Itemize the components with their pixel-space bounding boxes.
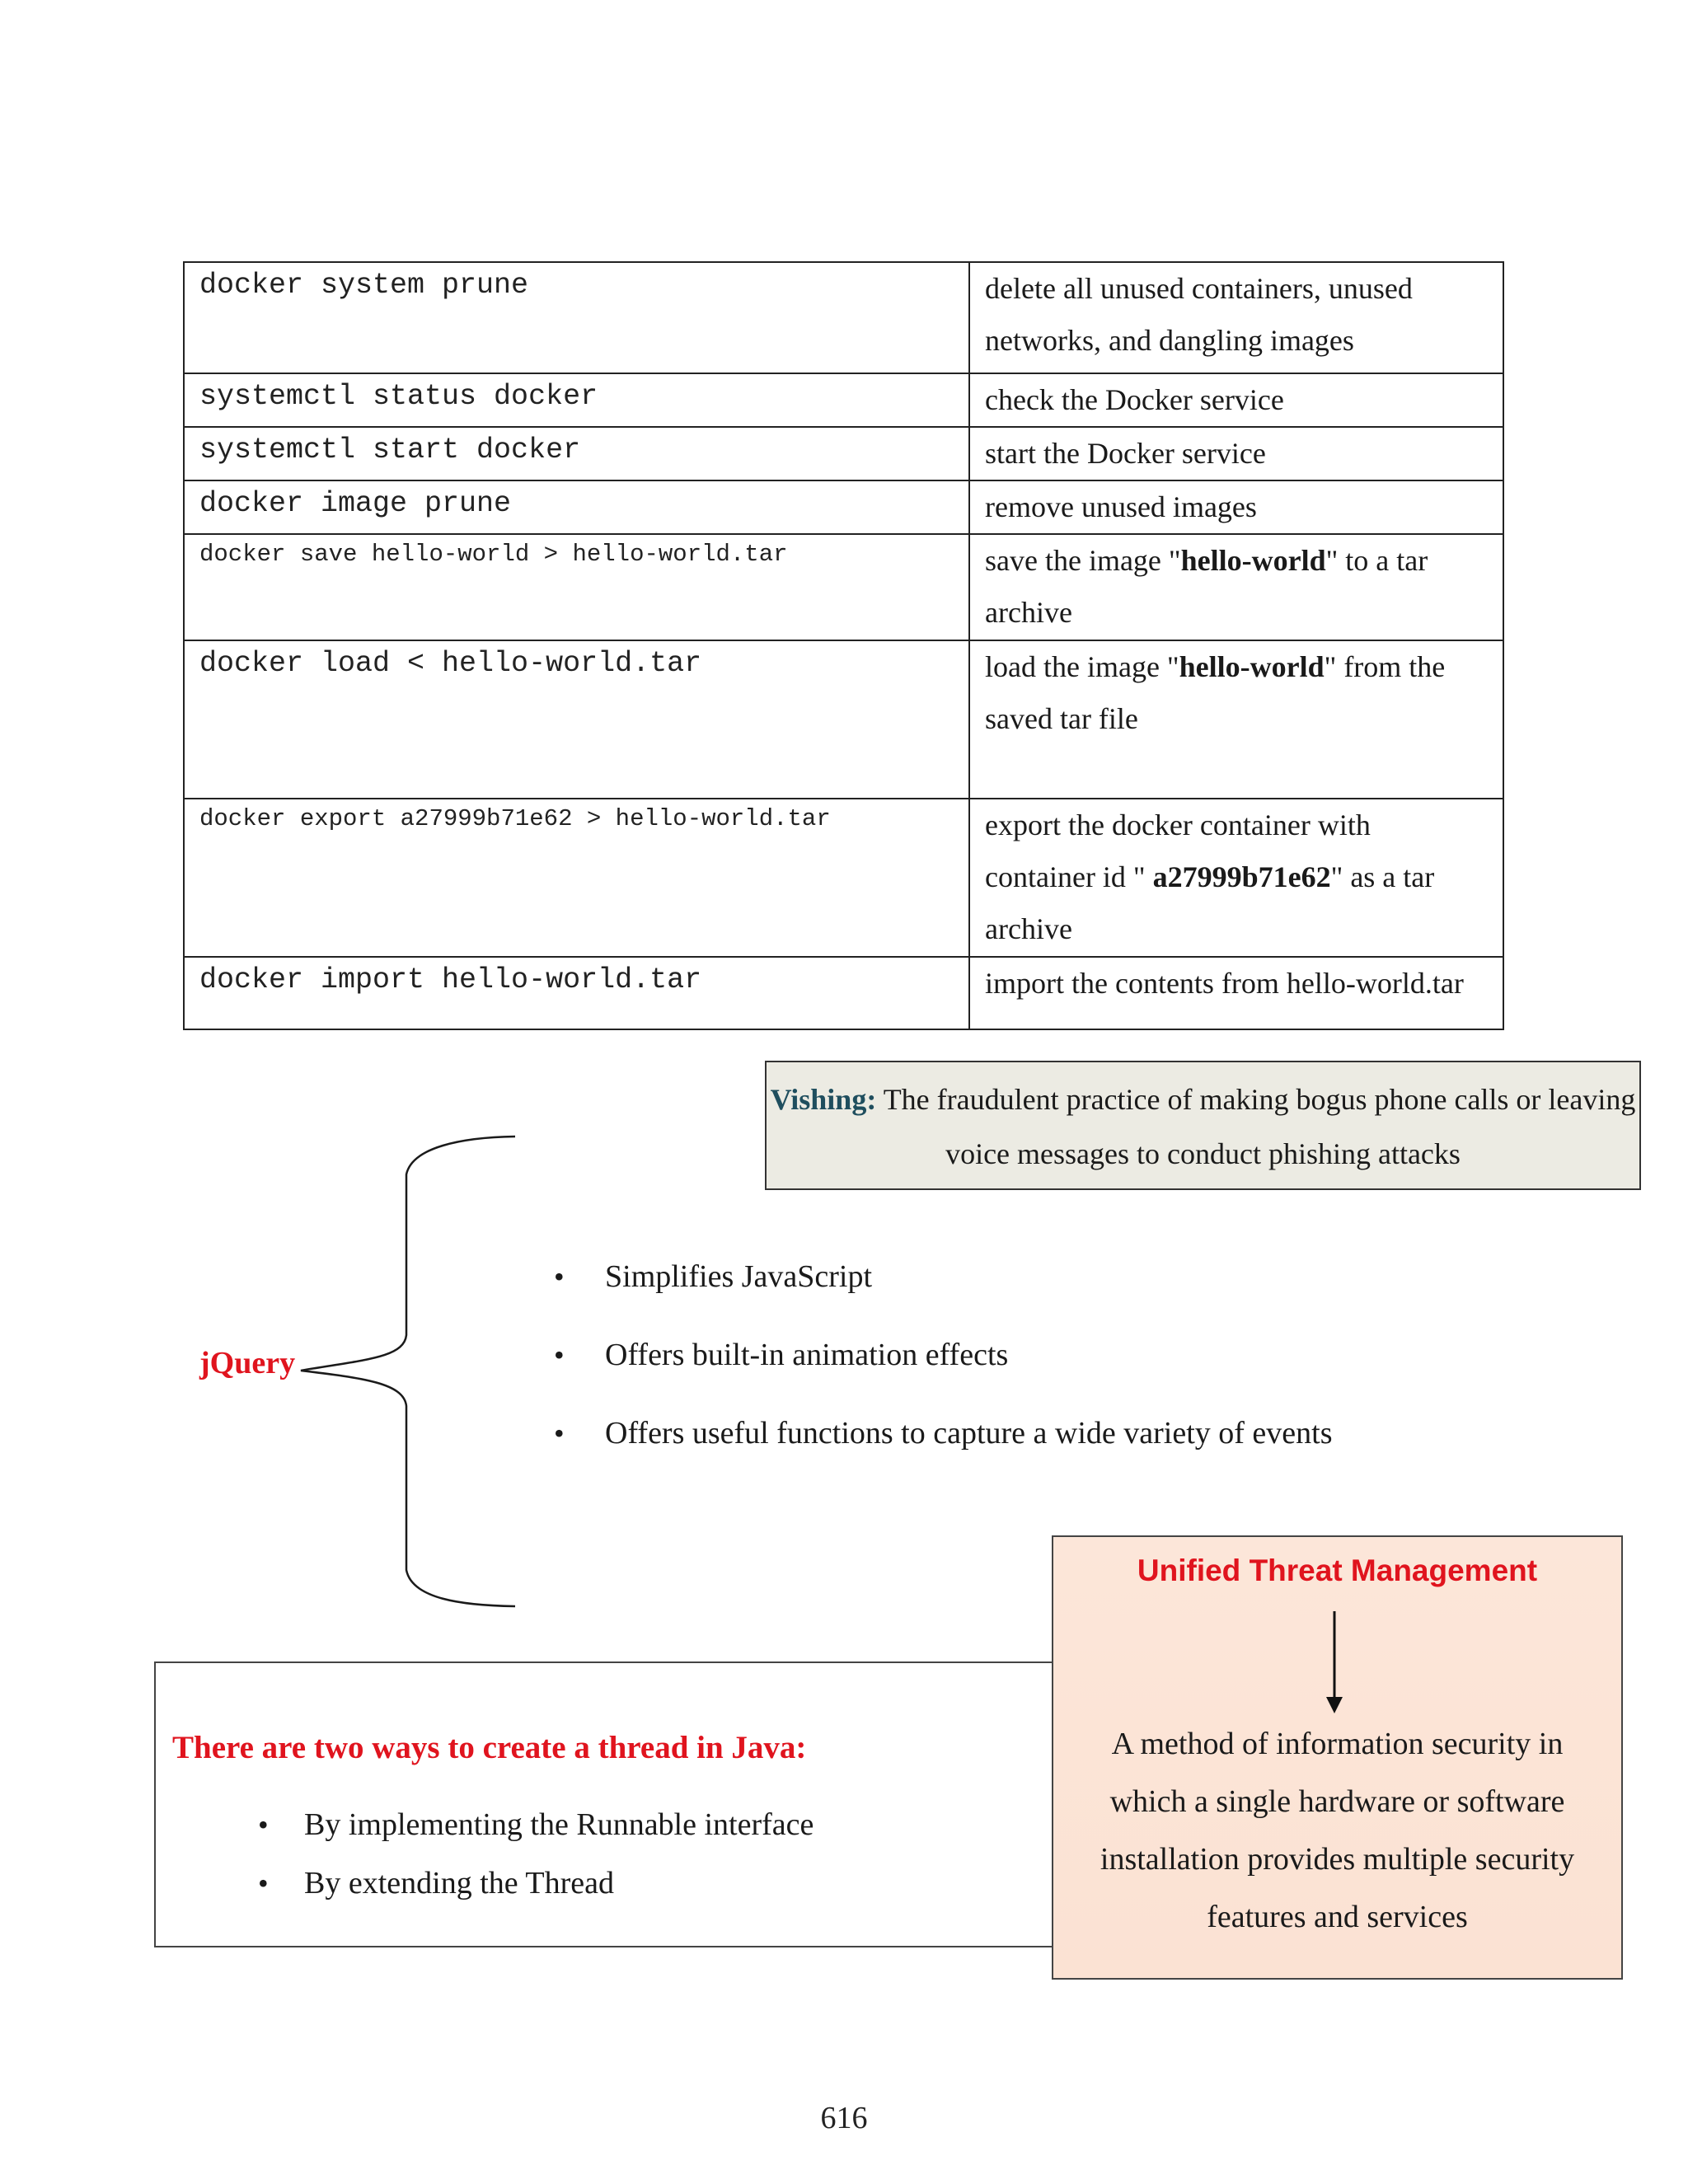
vishing-definition-box (765, 1061, 1641, 1190)
description-cell (969, 373, 1503, 427)
list-item: • By implementing the Runnable interface (256, 1808, 814, 1867)
vishing-definition: The fraudulent practice of making bogus phone calls or leaving voice messages to conduct phishing attacks (883, 1083, 1636, 1170)
description-cell (969, 427, 1503, 480)
text-run: start the Docker service (985, 437, 1266, 470)
java-thread-title: There are two ways to create a thread in Java: (172, 1730, 807, 1765)
java-thread-list (256, 1808, 814, 1925)
curly-brace (301, 1137, 515, 1606)
text-run: delete all unused containers, unused networks, and dangling images (985, 272, 1413, 357)
table-row (184, 480, 1503, 534)
table-row (184, 534, 1503, 640)
utm-description: A method of information security in which a single hardware or software installation provides multiple security features and services (1100, 1727, 1575, 1934)
command-cell: docker import hello-world.tar (184, 957, 969, 1029)
bold-text: hello-world (1179, 650, 1325, 683)
description-cell (969, 799, 1503, 957)
command-cell: docker save hello-world > hello-world.tar (184, 534, 969, 640)
table-row (184, 373, 1503, 427)
text-run: import the contents from hello-world.tar (985, 967, 1464, 1000)
description-cell (969, 957, 1503, 1029)
bold-text: a27999b71e62 (1152, 860, 1331, 893)
list-item: • Offers useful functions to capture a wide variety of events (551, 1417, 1333, 1495)
command-cell: docker system prune (184, 262, 969, 373)
table-row (184, 427, 1503, 480)
text-run: " as a tar archive (985, 860, 1435, 945)
list-item: • Simplifies JavaScript (551, 1260, 1333, 1338)
vishing-term: Vishing: (770, 1083, 877, 1116)
text-run: " to a tar archive (985, 544, 1428, 629)
java-thread-box (154, 1661, 1056, 1947)
text-run: export the docker container with container id " (985, 808, 1371, 893)
text-run: check the Docker service (985, 383, 1284, 416)
utm-title: Unified Threat Management (1137, 1554, 1538, 1587)
table-row (184, 957, 1503, 1029)
utm-definition-box (1052, 1535, 1623, 1980)
text-run: " from the saved tar file (985, 650, 1446, 735)
table-row (184, 262, 1503, 373)
command-cell: docker load < hello-world.tar (184, 640, 969, 799)
jquery-feature-list (551, 1260, 1333, 1495)
command-cell: systemctl status docker (184, 373, 969, 427)
description-cell (969, 262, 1503, 373)
table-row (184, 640, 1503, 799)
command-cell: systemctl start docker (184, 427, 969, 480)
arrow-down-icon (1324, 1608, 1345, 1715)
text-run: save the image " (985, 544, 1181, 577)
list-item: • By extending the Thread (256, 1867, 814, 1925)
description-cell (969, 534, 1503, 640)
docker-command-table (183, 261, 1504, 1030)
bold-text: hello-world (1180, 544, 1326, 577)
table-row (184, 799, 1503, 957)
description-cell (969, 640, 1503, 799)
description-cell (969, 480, 1503, 534)
command-cell: docker export a27999b71e62 > hello-world.tar (184, 799, 969, 957)
page-number: 616 (820, 2101, 868, 2135)
list-item: • Offers built-in animation effects (551, 1338, 1333, 1417)
jquery-label: jQuery (199, 1346, 296, 1380)
command-cell: docker image prune (184, 480, 969, 534)
text-run: remove unused images (985, 490, 1257, 523)
text-run: load the image " (985, 650, 1179, 683)
